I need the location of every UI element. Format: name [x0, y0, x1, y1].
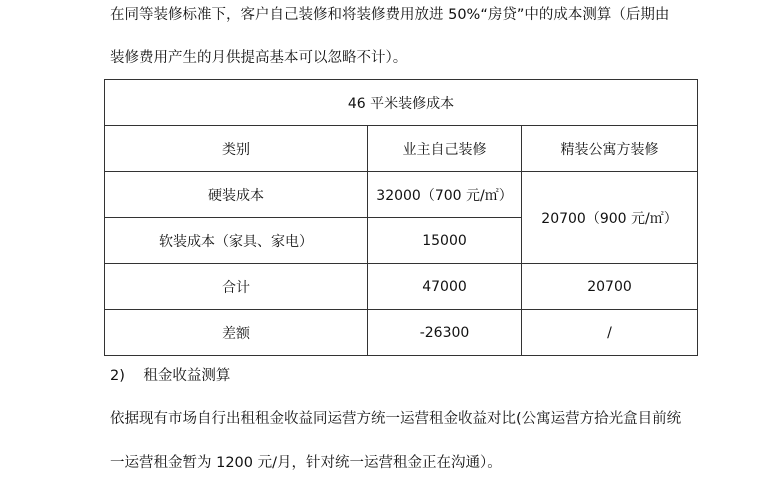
intro-line-1: 在同等装修标准下，客户自己装修和将装修费用放进 50%“房贷”中的成本测算（后期由 [110, 7, 670, 23]
row-category: 合计 [105, 264, 368, 310]
header-category: 类别 [105, 126, 368, 172]
row-owner-value: 15000 [368, 218, 522, 264]
header-developer-renovation: 精装公寓方装修 [522, 126, 698, 172]
row-developer-value: 20700 [522, 264, 698, 310]
outro-line-2: 一运营租金暂为 1200 元/月，针对统一运营租金正在沟通）。 [110, 455, 502, 471]
developer-merged-value: 20700（900 元/㎡） [522, 172, 698, 264]
renovation-cost-table [104, 79, 698, 356]
header-owner-renovation: 业主自己装修 [368, 126, 522, 172]
table-row [105, 172, 698, 218]
row-owner-value: 32000（700 元/㎡） [368, 172, 522, 218]
intro-line-2: 装修费用产生的月供提高基本可以忽略不计）。 [110, 50, 408, 66]
section-heading: 2) 租金收益测算 [110, 368, 231, 384]
table-title: 46 平米装修成本 [105, 80, 698, 126]
row-owner-value: -26300 [368, 310, 522, 356]
row-category: 软装成本（家具、家电） [105, 218, 368, 264]
table-row [105, 310, 698, 356]
row-category: 差额 [105, 310, 368, 356]
outro-line-1: 依据现有市场自行出租租金收益同运营方统一运营租金收益对比(公寓运营方拾光盒目前统 [110, 411, 682, 427]
row-owner-value: 47000 [368, 264, 522, 310]
row-developer-value: / [522, 310, 698, 356]
row-category: 硬装成本 [105, 172, 368, 218]
table-row [105, 264, 698, 310]
table-title-row [105, 80, 698, 126]
table-header-row [105, 126, 698, 172]
